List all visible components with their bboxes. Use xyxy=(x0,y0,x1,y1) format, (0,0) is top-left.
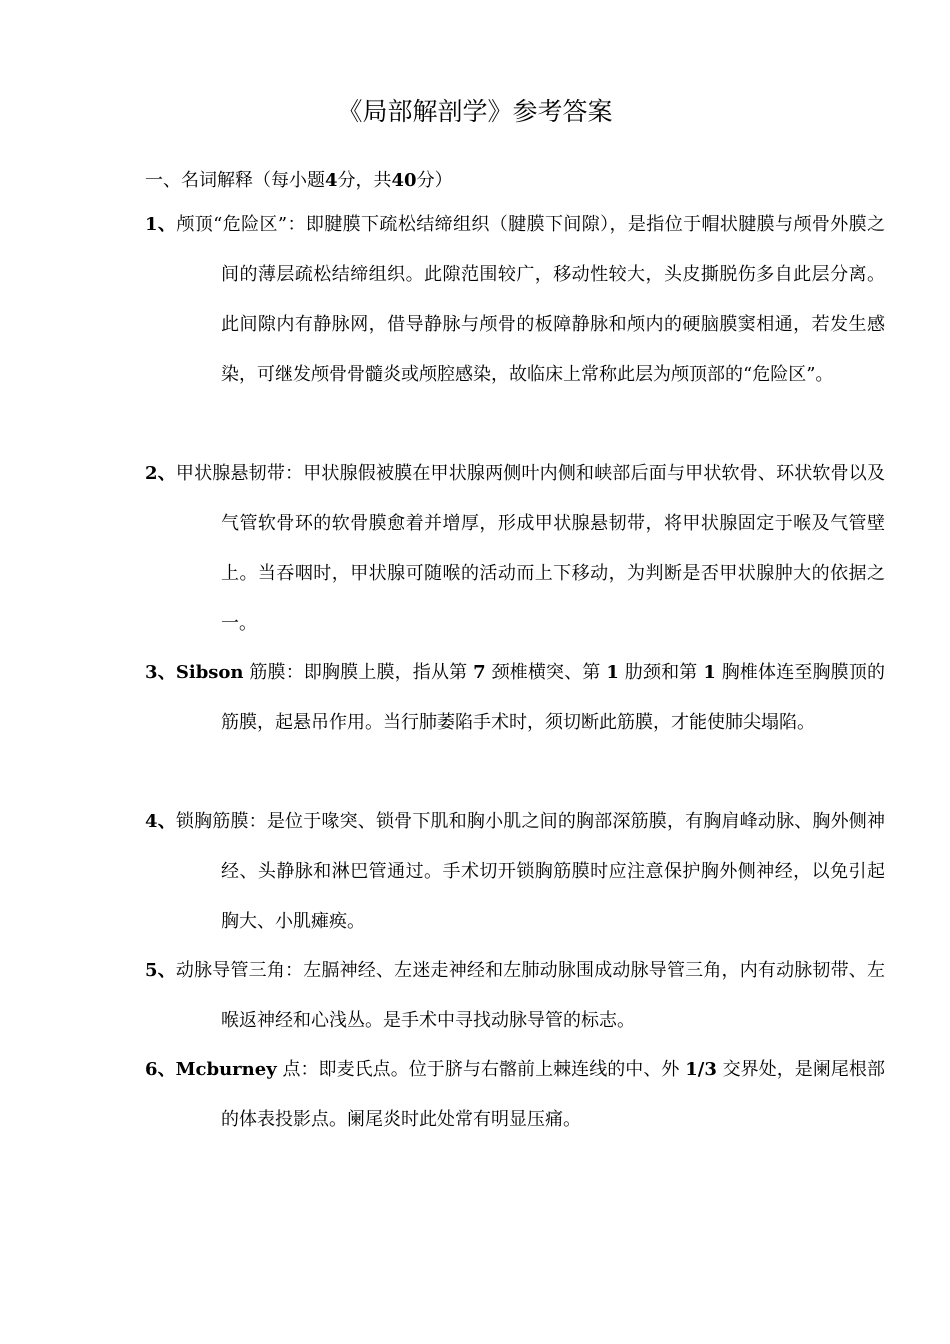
entry-separator: 、 xyxy=(157,811,176,832)
section-heading xyxy=(145,166,825,196)
entry-4 xyxy=(145,797,885,947)
entry-separator: 、 xyxy=(157,214,177,235)
entry-number-inline: 1 xyxy=(606,662,619,683)
entry-2 xyxy=(145,449,885,649)
entry-text-part: 交界处，是阑尾根部的体表投影点。阑尾炎时此处常有明显压痛。 xyxy=(221,1059,885,1130)
section-heading-suffix: 分） xyxy=(416,170,453,191)
entry-number-inline: 1/3 xyxy=(685,1059,717,1080)
entry-separator: 、 xyxy=(157,662,176,683)
entry-1 xyxy=(145,200,885,400)
entry-number: 2 xyxy=(145,463,158,484)
entry-number: 1 xyxy=(145,214,158,235)
entry-term-latin: Mcburney xyxy=(175,1059,277,1080)
entry-number-inline: 1 xyxy=(703,662,716,683)
entry-6 xyxy=(145,1045,885,1145)
entry-separator: 、 xyxy=(157,463,176,484)
entry-separator: 、 xyxy=(157,1059,176,1080)
entry-text: 甲状腺悬韧带：甲状腺假被膜在甲状腺两侧叶内侧和峡部后面与甲状软骨、环状软骨以及气管软骨环的软骨膜愈着并增厚，形成甲状腺悬韧带，将甲状腺固定于喉及气管壁上。当吞咽时，甲状腺可随喉的活动而上下移动，为判断是否甲状腺肿大的依据之一。 xyxy=(175,463,885,634)
entry-separator: 、 xyxy=(157,960,176,981)
section-heading-mid: 分，共 xyxy=(337,170,392,191)
entry-number-inline: 7 xyxy=(473,662,486,683)
entry-5 xyxy=(145,946,885,1046)
entry-text: 动脉导管三角：左膈神经、左迷走神经和左肺动脉围成动脉导管三角，内有动脉韧带、左喉返神经和心浅丛。是手术中寻找动脉导管的标志。 xyxy=(175,960,885,1031)
document-title: 《局部解剖学》参考答案 xyxy=(337,97,613,126)
entry-term-latin: Sibson xyxy=(175,662,244,683)
section-heading-prefix: 一、名词解释（每小题 xyxy=(145,170,325,191)
entry-text-part: 筋膜：即胸膜上膜，指从第 xyxy=(243,662,474,683)
entry-number: 3 xyxy=(145,662,158,683)
entry-number: 6 xyxy=(145,1059,158,1080)
entry-text-part: 颈椎横突、第 xyxy=(485,662,607,683)
points-each: 4 xyxy=(325,170,338,191)
entry-text: 锁胸筋膜：是位于喙突、锁骨下肌和胸小肌之间的胸部深筋膜，有胸肩峰动脉、胸外侧神经、头静脉和淋巴管通过。手术切开锁胸筋膜时应注意保护胸外侧神经，以免引起胸大、小肌瘫痪。 xyxy=(175,811,885,932)
entry-3 xyxy=(145,648,885,748)
entry-number: 5 xyxy=(145,960,158,981)
entry-text: 颅顶“危险区”：即腱膜下疏松结缔组织（腱膜下间隙），是指位于帽状腱膜与颅骨外膜之间的薄层疏松结缔组织。此隙范围较广，移动性较大，头皮撕脱伤多自此层分离。此间隙内有静脉网，借导静脉与颅骨的板障静脉和颅内的硬脑膜窦相通，若发生感染，可继发颅骨骨髓炎或颅腔感染，故临床上常称此层为颅顶部的“危险区”。 xyxy=(176,214,886,385)
entry-text-part: 肋颈和第 xyxy=(618,662,704,683)
entry-text-part: 点：即麦氏点。位于脐与右髂前上棘连线的中、外 xyxy=(276,1059,686,1080)
points-total: 40 xyxy=(391,170,417,191)
entry-text-part: 胸椎体连至胸膜顶的筋膜，起悬吊作用。当行肺萎陷手术时，须切断此筋膜，才能使肺尖塌陷。 xyxy=(221,662,885,733)
entry-number: 4 xyxy=(145,811,158,832)
